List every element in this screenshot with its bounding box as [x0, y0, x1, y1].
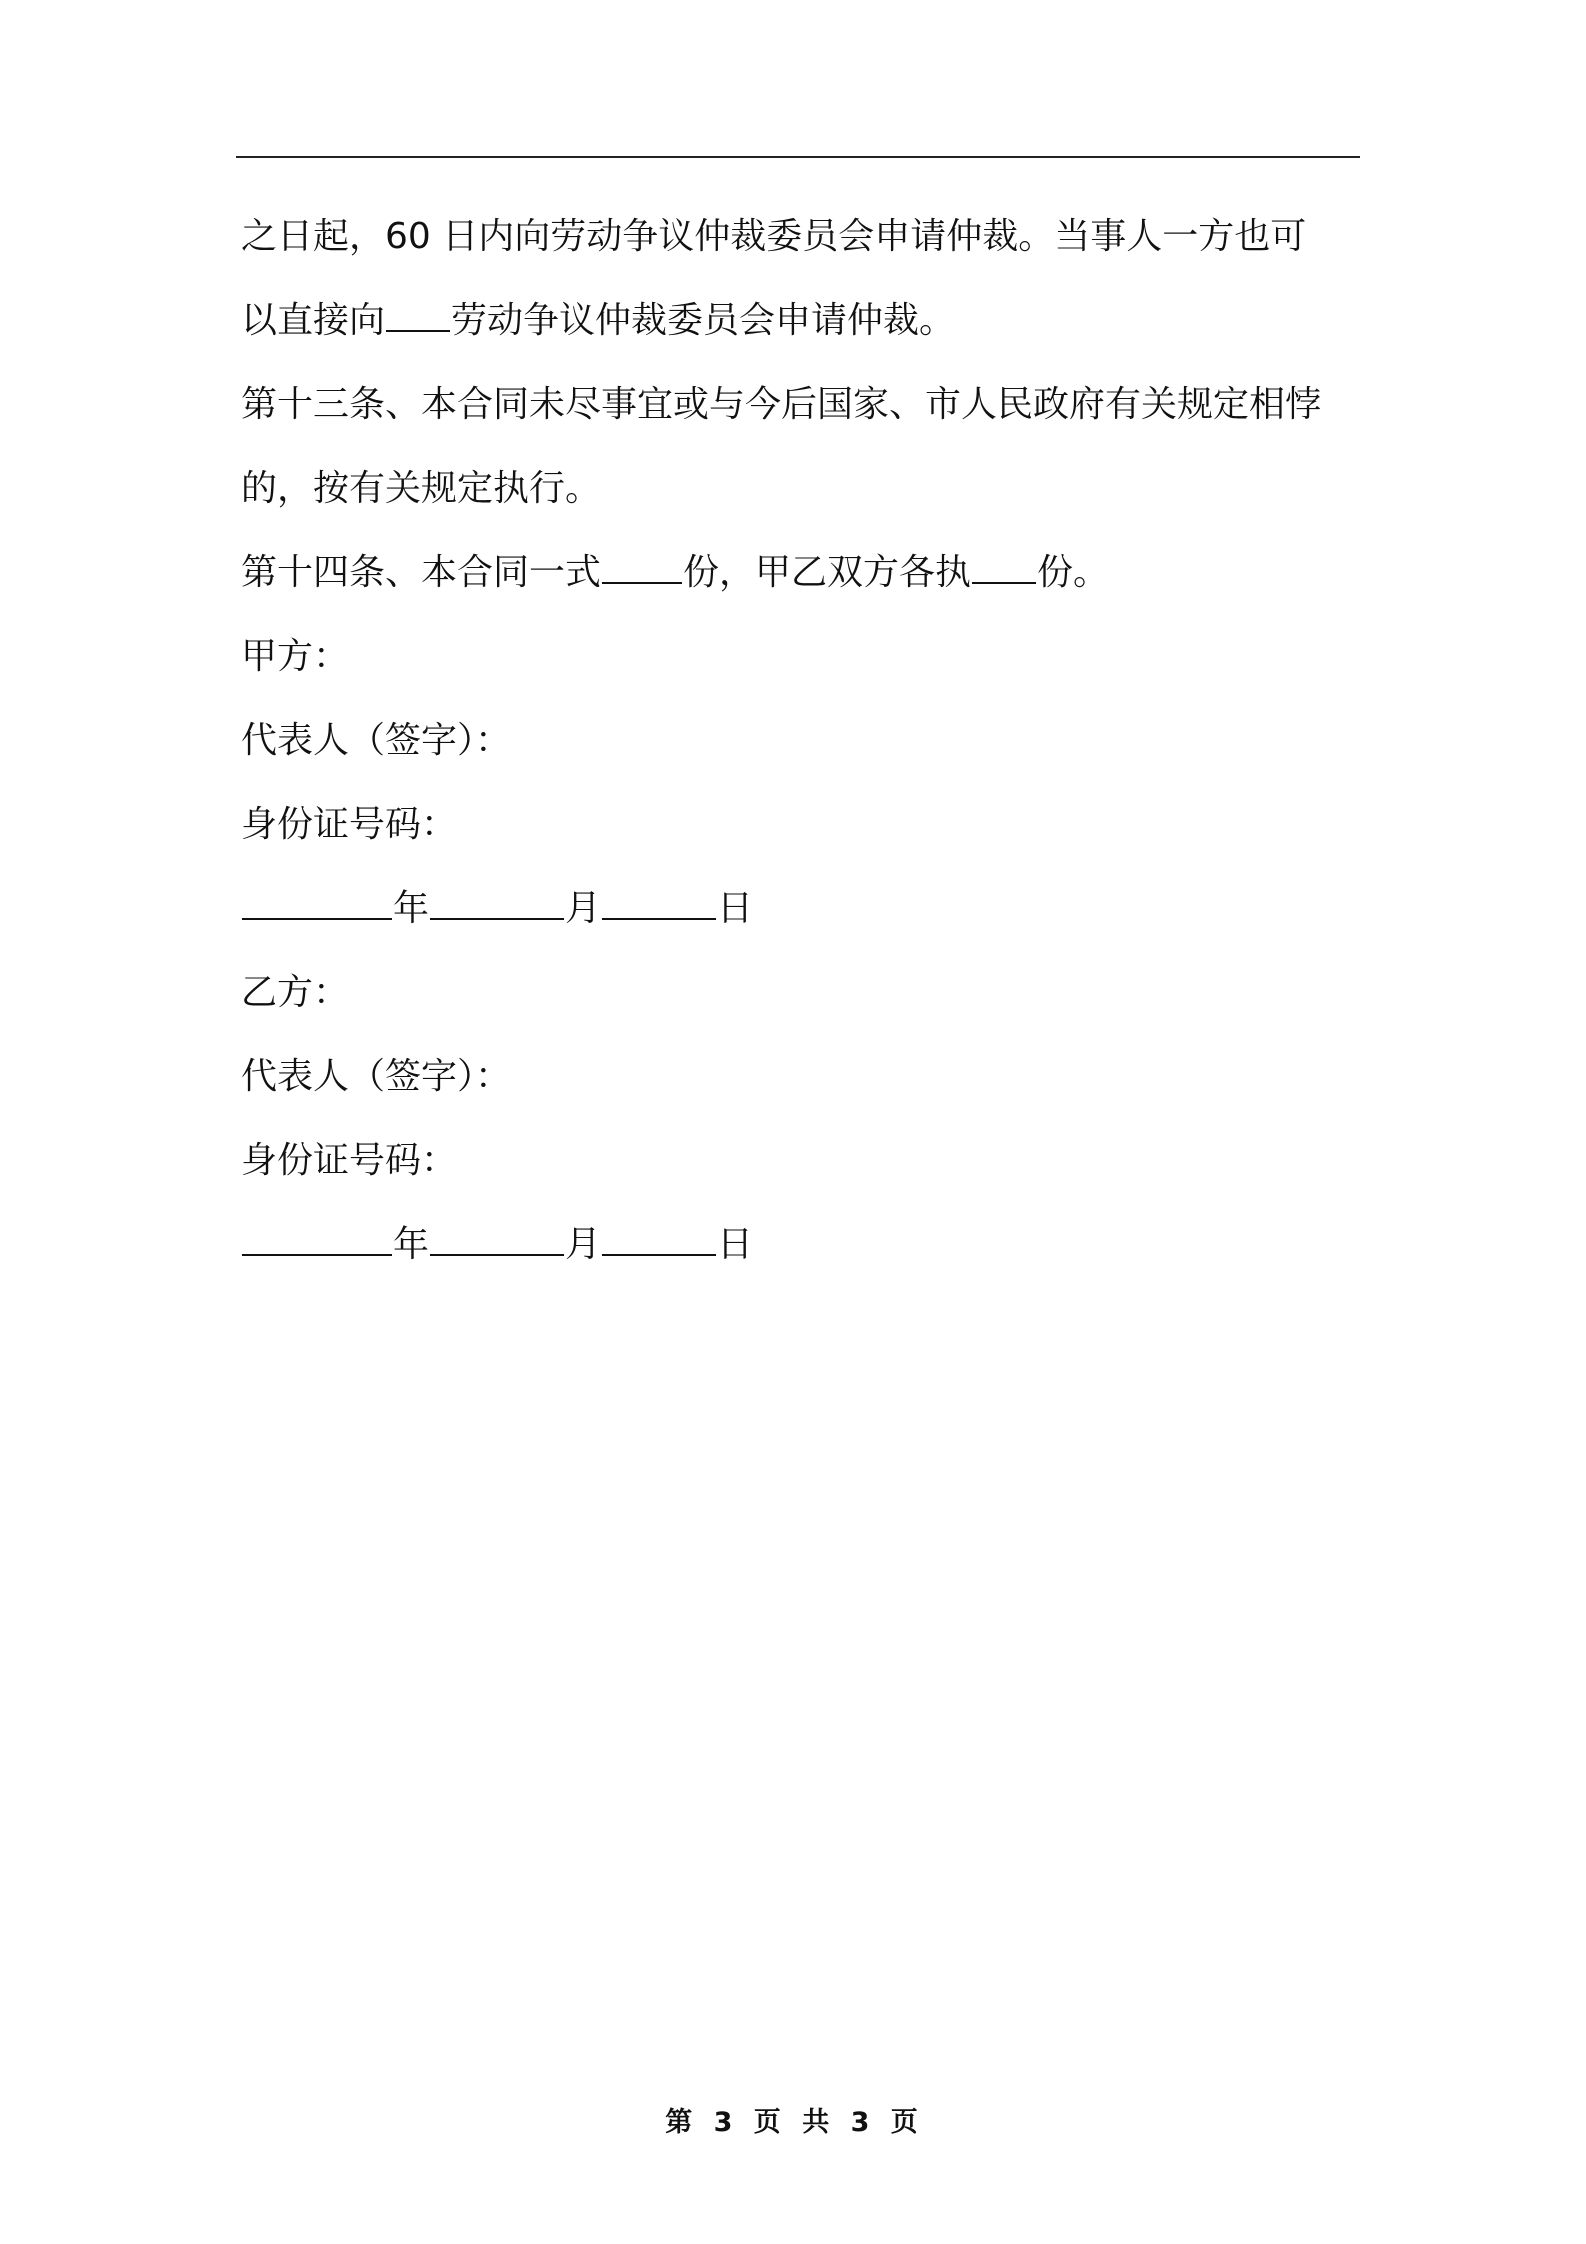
document-body: [241, 195, 1365, 1287]
party-a-id-number: 身份证号码：: [241, 804, 458, 845]
day-blank: [602, 1226, 716, 1256]
paragraph-line: 之日起，60 日内向劳动争议仲裁委员会申请仲裁。当事人一方也可: [241, 216, 1307, 257]
month-blank: [430, 1226, 564, 1256]
month-label: 月: [565, 888, 602, 929]
month-blank: [430, 890, 564, 920]
party-b-label: 乙方：: [241, 972, 350, 1013]
text-segment: 劳动争议仲裁委员会申请仲裁。: [451, 300, 956, 341]
year-blank: [242, 890, 392, 920]
year-blank: [242, 1226, 392, 1256]
paragraph-line: 第十三条、本合同未尽事宜或与今后国家、市人民政府有关规定相悖: [241, 384, 1322, 425]
copies-each-blank: [972, 554, 1036, 584]
header-rule: [236, 156, 1360, 158]
day-blank: [602, 890, 716, 920]
text-segment: 第十四条、本合同一式: [241, 552, 602, 593]
party-a-representative: 代表人（签字）：: [241, 720, 512, 761]
paragraph-line: [241, 531, 1365, 615]
party-b-date-line: [241, 1203, 1365, 1287]
text-segment: 份。: [1037, 552, 1110, 593]
paragraph-line: [241, 279, 1365, 363]
year-label: 年: [393, 888, 430, 929]
paragraph-line: 的，按有关规定执行。: [241, 468, 602, 509]
day-label: 日: [717, 888, 754, 929]
day-label: 日: [717, 1224, 754, 1265]
party-a-label: 甲方：: [241, 636, 350, 677]
party-b-id-number: 身份证号码：: [241, 1140, 458, 1181]
year-label: 年: [393, 1224, 430, 1265]
text-segment: 份，甲乙双方各执: [683, 552, 972, 593]
party-b-representative: 代表人（签字）：: [241, 1056, 512, 1097]
fill-in-blank: [386, 302, 450, 332]
text-segment: 以直接向: [241, 300, 386, 341]
party-a-date-line: [241, 867, 1365, 951]
copies-total-blank: [602, 554, 682, 584]
page-number-footer: 第 3 页 共 3 页: [665, 2107, 921, 2138]
month-label: 月: [565, 1224, 602, 1265]
